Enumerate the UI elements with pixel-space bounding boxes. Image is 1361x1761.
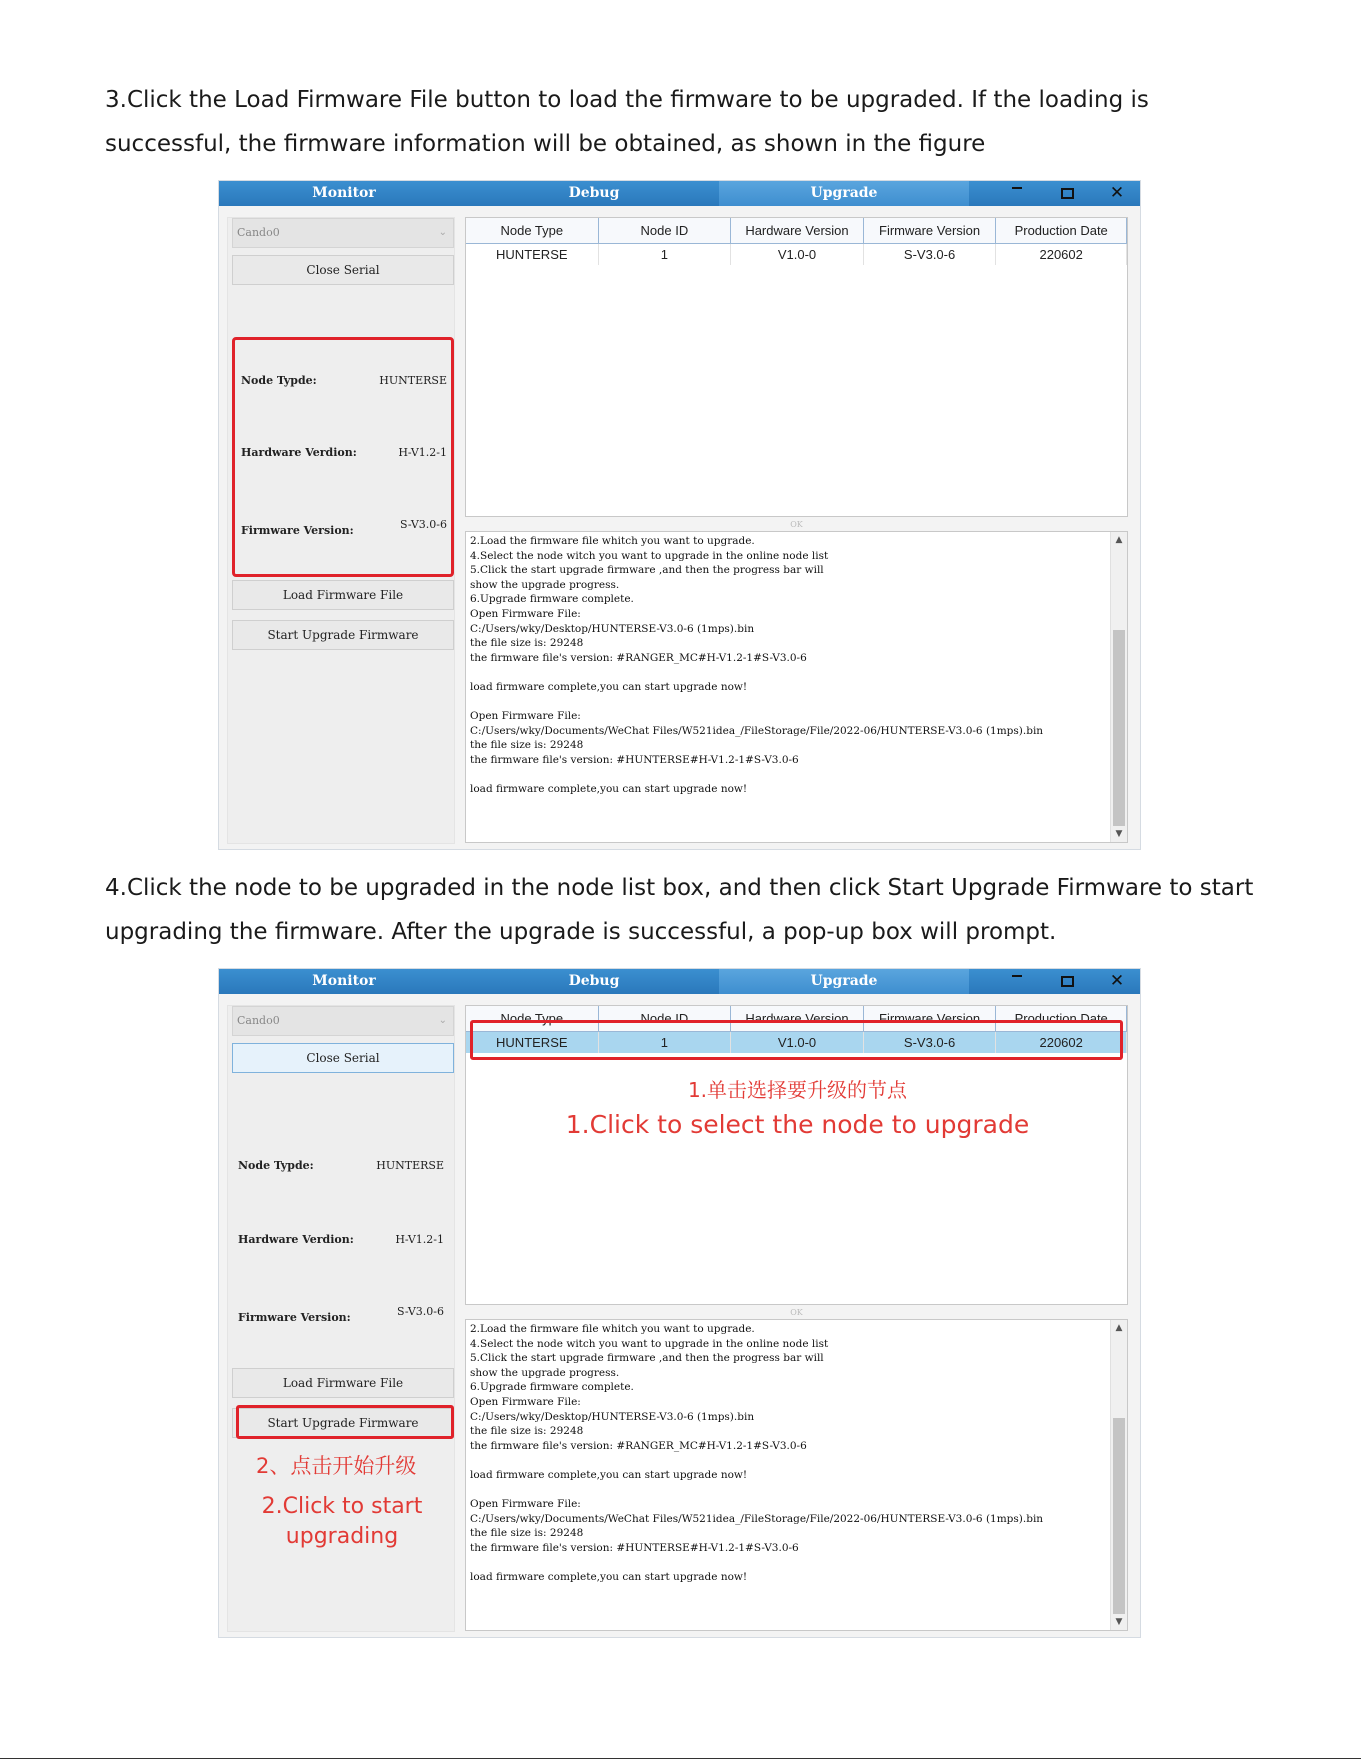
log-line: the file size is: 29248 (470, 637, 584, 650)
log-line: the firmware file's version: #HUNTERSE#H-V1.2-1#S-V3.0-6 (470, 1541, 799, 1554)
log-line (470, 665, 1100, 680)
info-value: HUNTERSE (376, 1159, 444, 1172)
tab-debug[interactable]: Debug (568, 973, 620, 989)
column-header[interactable]: Node Type (466, 1006, 599, 1031)
close-icon[interactable]: ✕ (1109, 971, 1125, 991)
table-cell: 1 (599, 244, 732, 265)
title-bar (219, 969, 1140, 994)
port-select[interactable] (232, 218, 454, 248)
log-output[interactable] (465, 1319, 1128, 1631)
log-scrollbar[interactable] (1110, 532, 1127, 842)
info-label: Node Typde: (238, 1159, 314, 1172)
highlight-start-upgrade (236, 1405, 454, 1439)
log-line: 6.Upgrade firmware complete. (470, 1381, 634, 1394)
annotation-step1-cn: 1.单击选择要升级的节点 (687, 1078, 908, 1102)
port-select-value: Cando0 (237, 1014, 280, 1027)
info-value: HUNTERSE (379, 374, 447, 387)
load-firmware-button[interactable]: Load Firmware File (232, 580, 454, 610)
table-header (466, 218, 1127, 244)
scroll-up-icon[interactable]: ▲ (1115, 1323, 1123, 1333)
page-footer-rule (0, 1758, 1361, 1759)
log-line: C:/Users/wky/Desktop/HUNTERSE-V3.0-6 (1mps).bin (470, 1410, 755, 1423)
info-value: H-V1.2-1 (398, 446, 447, 459)
splitter-handle[interactable]: OK (790, 1308, 803, 1317)
table-cell: 220602 (996, 244, 1127, 265)
table-row[interactable] (466, 244, 1127, 265)
left-panel (227, 1005, 455, 1632)
upgrade-window-screenshot-2 (218, 968, 1141, 1638)
info-value: S-V3.0-6 (396, 1305, 444, 1318)
log-line (470, 768, 1100, 783)
log-line: load firmware complete,you can start upgrade now! (470, 1571, 748, 1584)
info-label: Hardware Verdion: (241, 446, 357, 459)
info-label: Node Typde: (241, 374, 317, 387)
info-label: Firmware Version: (238, 1311, 351, 1324)
maximize-icon[interactable] (1042, 181, 1092, 206)
table-cell: HUNTERSE (466, 244, 599, 265)
close-icon[interactable]: ✕ (1109, 183, 1125, 203)
load-firmware-button[interactable]: Load Firmware File (232, 1368, 454, 1398)
log-line (470, 1556, 1100, 1571)
annotation-step2-en-line2: upgrading (285, 1524, 399, 1549)
log-line: Open Firmware File: (470, 1498, 581, 1511)
highlight-node-row (470, 1020, 1123, 1060)
log-line: 2.Load the firmware file whitch you want to upgrade. (470, 535, 755, 547)
scroll-thumb[interactable] (1113, 1418, 1125, 1614)
tab-monitor[interactable]: Monitor (312, 185, 376, 201)
column-header[interactable]: Hardware Version (731, 218, 864, 243)
log-text (470, 534, 1100, 797)
log-line: 4.Select the node witch you want to upgrade in the online node list (470, 549, 829, 562)
log-line: Open Firmware File: (470, 1395, 581, 1408)
table-cell: HUNTERSE (466, 1032, 599, 1053)
close-serial-button[interactable]: Close Serial (232, 1043, 454, 1073)
minimize-icon[interactable] (992, 181, 1042, 206)
log-line: 6.Upgrade firmware complete. (470, 593, 634, 606)
left-panel (227, 217, 455, 844)
log-line: load firmware complete,you can start upgrade now! (470, 783, 748, 796)
title-bar (219, 181, 1140, 206)
log-line: the firmware file's version: #RANGER_MC#H-V1.2-1#S-V3.0-6 (470, 651, 807, 664)
log-line: C:/Users/wky/Documents/WeChat Files/W521idea_/FileStorage/File/2022-06/HUNTERSE-V3.0-6 (1mps).bin (470, 1512, 1044, 1525)
splitter-handle[interactable]: OK (790, 520, 803, 529)
table-cell: S-V3.0-6 (864, 244, 997, 265)
port-select[interactable] (232, 1006, 454, 1036)
column-header[interactable]: Firmware Version (864, 218, 997, 243)
instruction-step-3: 3.Click the Load Firmware File button to load the firmware to be upgraded. If the loading is successful, the firmware information will be obtained, as shown in the figure (105, 87, 1149, 157)
log-line: 2.Load the firmware file whitch you want to upgrade. (470, 1323, 755, 1335)
log-line: Open Firmware File: (470, 607, 581, 620)
column-header[interactable]: Node Type (466, 218, 599, 243)
close-serial-button[interactable]: Close Serial (232, 255, 454, 285)
scroll-up-icon[interactable]: ▲ (1115, 535, 1123, 545)
node-info-box (232, 1086, 454, 1348)
annotation-step1-en: 1.Click to select the node to upgrade (565, 1110, 1030, 1139)
log-line: load firmware complete,you can start upgrade now! (470, 680, 748, 693)
column-header[interactable]: Production Date (996, 218, 1127, 243)
upgrade-window-screenshot-1 (218, 180, 1141, 850)
scroll-down-icon[interactable]: ▼ (1115, 1617, 1123, 1627)
tab-upgrade[interactable]: Upgrade (719, 969, 969, 994)
log-line: the file size is: 29248 (470, 739, 584, 752)
column-header[interactable]: Firmware Version (864, 1006, 997, 1031)
node-table (465, 1005, 1128, 1305)
log-scrollbar[interactable] (1110, 1320, 1127, 1630)
scroll-down-icon[interactable]: ▼ (1115, 829, 1123, 839)
tab-monitor[interactable]: Monitor (312, 973, 376, 989)
instruction-step-4: 4.Click the node to be upgraded in the node list box, and then click Start Upgrade Firmware to start upgrading the firmware. After the upgrade is successful, a pop-up box will prompt. (105, 875, 1254, 945)
start-upgrade-button[interactable]: Start Upgrade Firmware (232, 620, 454, 650)
column-header[interactable]: Production Date (996, 1006, 1127, 1031)
log-output[interactable] (465, 531, 1128, 843)
info-label: Hardware Verdion: (238, 1233, 354, 1246)
info-value: S-V3.0-6 (399, 518, 447, 531)
table-cell: V1.0-0 (731, 1032, 864, 1053)
log-line: 5.Click the start upgrade firmware ,and then the progress bar will (470, 1352, 824, 1365)
chevron-down-icon: ⌄ (438, 1015, 447, 1026)
table-cell: S-V3.0-6 (864, 1032, 997, 1053)
tab-upgrade[interactable]: Upgrade (719, 181, 969, 206)
maximize-icon[interactable] (1042, 969, 1092, 994)
minimize-icon[interactable] (992, 969, 1042, 994)
log-line: 5.Click the start upgrade firmware ,and then the progress bar will (470, 564, 824, 577)
table-cell: 1 (599, 1032, 732, 1053)
log-text (470, 1322, 1100, 1585)
log-line: the firmware file's version: #HUNTERSE#H-V1.2-1#S-V3.0-6 (470, 753, 799, 766)
log-line: the firmware file's version: #RANGER_MC#H-V1.2-1#S-V3.0-6 (470, 1439, 807, 1452)
port-select-value: Cando0 (237, 226, 280, 239)
log-line: 4.Select the node witch you want to upgrade in the online node list (470, 1337, 829, 1350)
table-cell: V1.0-0 (731, 244, 864, 265)
info-label: Firmware Version: (241, 524, 354, 537)
annotation-step2-cn: 2、点击开始升级 (256, 1454, 417, 1478)
log-line: Open Firmware File: (470, 710, 581, 723)
log-line: the file size is: 29248 (470, 1527, 584, 1540)
log-line: load firmware complete,you can start upgrade now! (470, 1468, 748, 1481)
log-line (470, 695, 1100, 710)
column-header[interactable]: Hardware Version (731, 1006, 864, 1031)
chevron-down-icon: ⌄ (438, 227, 447, 238)
log-line: show the upgrade progress. (470, 1366, 620, 1379)
log-line (470, 1453, 1100, 1468)
node-info-box (232, 337, 454, 577)
column-header[interactable]: Node ID (599, 218, 732, 243)
log-line: C:/Users/wky/Desktop/HUNTERSE-V3.0-6 (1mps).bin (470, 622, 755, 635)
info-value: H-V1.2-1 (395, 1233, 444, 1246)
annotation-step2-en-line1: 2.Click to start (261, 1494, 423, 1519)
tab-debug[interactable]: Debug (568, 185, 620, 201)
node-table (465, 217, 1128, 517)
log-line (470, 1483, 1100, 1498)
start-upgrade-button[interactable]: Start Upgrade Firmware (232, 1408, 454, 1438)
scroll-thumb[interactable] (1113, 630, 1125, 826)
log-line: the file size is: 29248 (470, 1425, 584, 1438)
log-line: show the upgrade progress. (470, 578, 620, 591)
table-cell: 220602 (996, 1032, 1127, 1053)
column-header[interactable]: Node ID (599, 1006, 732, 1031)
log-line: C:/Users/wky/Documents/WeChat Files/W521idea_/FileStorage/File/2022-06/HUNTERSE-V3.0-6 (1mps).bin (470, 724, 1044, 737)
